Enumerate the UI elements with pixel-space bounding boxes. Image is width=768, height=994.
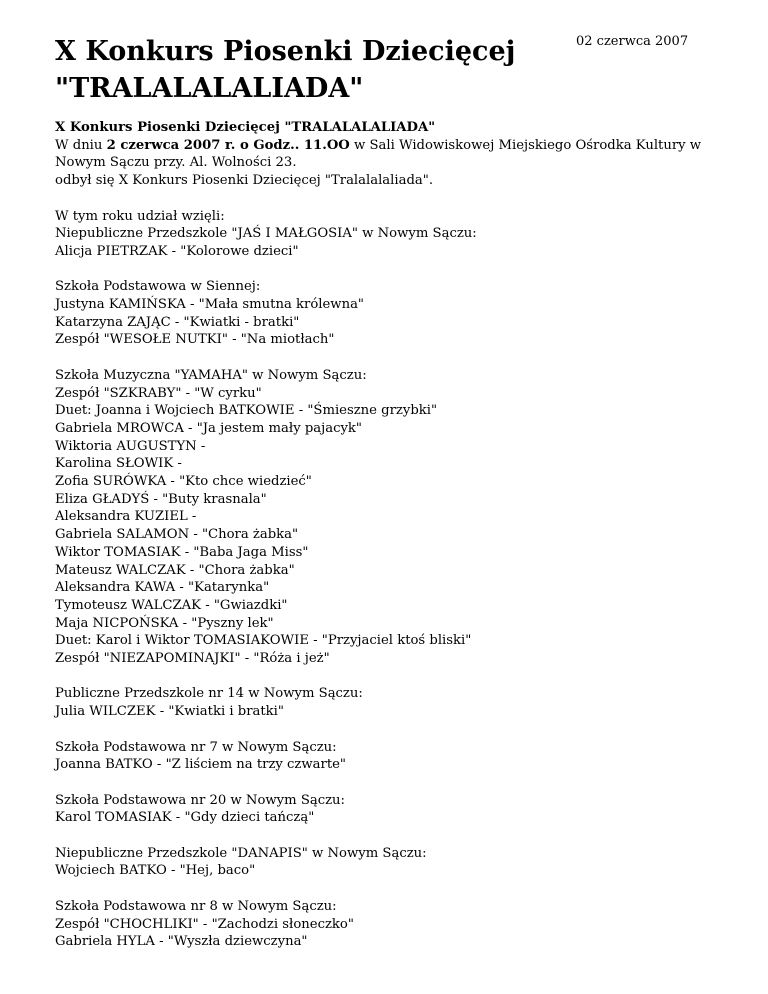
- participant-entry: Gabriela SALAMON - "Chora żabka": [55, 527, 299, 543]
- participant-entry: Zespół "NIEZAPOMINAJKI" - "Róża i jeż": [55, 651, 330, 667]
- participant-entry: Alicja PIETRZAK - "Kolorowe dzieci": [55, 243, 299, 259]
- participant-entry: Duet: Karol i Wiktor TOMASIAKOWIE - "Przyjaciel ktoś bliski": [55, 633, 472, 649]
- participant-entry: Duet: Joanna i Wojciech BATKOWIE - "Śmieszne grzybki": [55, 403, 438, 419]
- page-title: [55, 33, 515, 107]
- participant-entry: Gabriela MROWCA - "Ja jestem mały pajacyk": [55, 420, 362, 436]
- page-title-line-1: X Konkurs Piosenki Dziecięcej: [55, 36, 516, 67]
- participants-block-7: [55, 898, 705, 951]
- participants-block-3: [55, 685, 705, 720]
- group-name: Szkoła Podstawowa w Siennej:: [55, 279, 261, 295]
- participant-entry: Wiktoria AUGUSTYN -: [55, 438, 206, 454]
- participant-entry: Katarzyna ZAJĄC - "Kwiatki - bratki": [55, 314, 300, 330]
- participant-entry: Wojciech BATKO - "Hej, baco": [55, 863, 256, 879]
- group-name: Szkoła Muzyczna "YAMAHA" w Nowym Sączu:: [55, 367, 367, 383]
- participant-entry: Karol TOMASIAK - "Gdy dzieci tańczą": [55, 810, 315, 826]
- intro-text-after: w Sali Widowiskowej Miejskiego Ośrodka Kultury w Nowym Sączu przy. Al. Wolności 23.: [55, 137, 702, 171]
- group-name: Szkoła Podstawowa nr 8 w Nowym Sączu:: [55, 898, 337, 914]
- intro-paragraph: [55, 119, 705, 190]
- participant-entry: Zespół "SZKRABY" - "W cyrku": [55, 385, 262, 401]
- participants-block-1: [55, 278, 705, 349]
- participants-block-4: [55, 739, 705, 774]
- participant-entry: Zespół "CHOCHLIKI" - "Zachodzi słoneczko": [55, 916, 354, 932]
- intro-text: [55, 138, 701, 171]
- participant-entry: Zespół "WESOŁE NUTKI" - "Na miotłach": [55, 332, 335, 348]
- participant-entry: Karolina SŁOWIK -: [55, 456, 182, 472]
- participants-block-0: [55, 208, 705, 261]
- intro-text-before: W dniu: [55, 137, 107, 153]
- participant-entry: Gabriela HYLA - "Wyszła dziewczyna": [55, 934, 308, 950]
- group-name: Szkoła Podstawowa nr 7 w Nowym Sączu:: [55, 739, 337, 755]
- publication-date: 02 czerwca 2007: [576, 34, 689, 49]
- intro-heading: X Konkurs Piosenki Dziecięcej "TRALALALALIADA": [55, 120, 436, 135]
- article-body: [55, 119, 705, 969]
- participant-entry: Julia WILCZEK - "Kwiatki i bratki": [55, 704, 284, 720]
- group-name: Niepubliczne Przedszkole "JAŚ I MAŁGOSIA" w Nowym Sączu:: [55, 226, 477, 242]
- group-name: Publiczne Przedszkole nr 14 w Nowym Sączu:: [55, 686, 363, 702]
- intro-event-date: 2 czerwca 2007 r. o Godz.. 11.OO: [106, 137, 350, 153]
- participant-entry: Justyna KAMIŃSKA - "Mała smutna królewna": [55, 297, 364, 312]
- participant-entry: Maja NICPOŃSKA - "Pyszny lek": [55, 615, 274, 631]
- participant-entry: Mateusz WALCZAK - "Chora żabka": [55, 562, 295, 578]
- participant-entry: Eliza GŁADYŚ - "Buty krasnala": [55, 491, 267, 507]
- participant-entry: Tymoteusz WALCZAK - "Gwiazdki": [55, 597, 288, 613]
- participants-intro: W tym roku udział wzięli:: [55, 208, 225, 224]
- participant-entry: Aleksandra KAWA - "Katarynka": [55, 580, 270, 596]
- page-title-line-2: "TRALALALALIADA": [55, 73, 364, 104]
- participants-block-2: [55, 367, 705, 668]
- participants-block-6: [55, 845, 705, 880]
- group-name: Niepubliczne Przedszkole "DANAPIS" w Nowym Sączu:: [55, 845, 427, 861]
- intro-closing: odbył się X Konkurs Piosenki Dziecięcej "Tralalalaliada".: [55, 173, 434, 189]
- participant-entry: Joanna BATKO - "Z liściem na trzy czwarte": [55, 757, 346, 773]
- participant-entry: Zofia SURÓWKA - "Kto chce wiedzieć": [55, 474, 312, 490]
- participants-block-5: [55, 792, 705, 827]
- participant-entry: Wiktor TOMASIAK - "Baba Jaga Miss": [55, 544, 309, 560]
- group-name: Szkoła Podstawowa nr 20 w Nowym Sączu:: [55, 792, 345, 808]
- participant-entry: Aleksandra KUZIEL -: [55, 509, 197, 525]
